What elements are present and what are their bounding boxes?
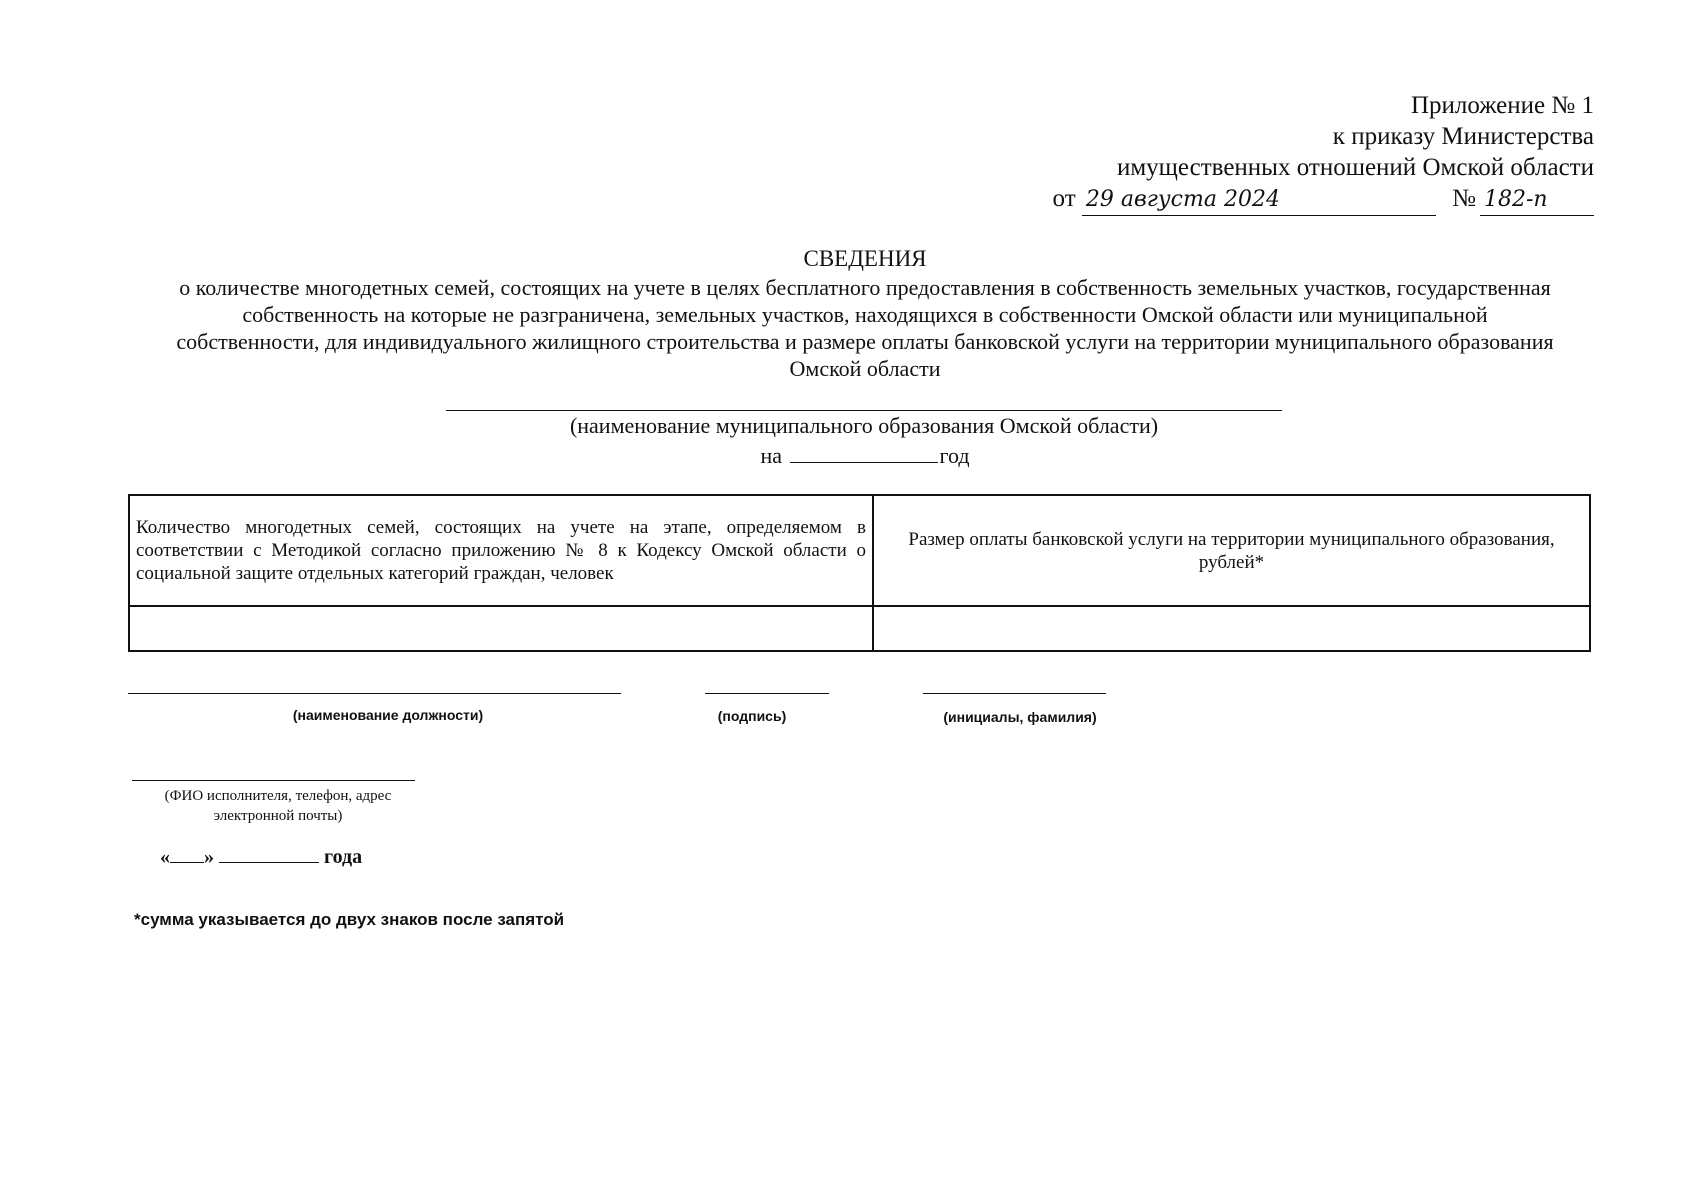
open-quote: « (160, 846, 170, 868)
appendix-date-number (1053, 183, 1594, 216)
table-row (129, 606, 1590, 651)
col1-cell[interactable] (129, 606, 873, 651)
signature-line (705, 693, 829, 694)
municipality-caption: (наименование муниципального образования Омской области) (569, 413, 1159, 438)
document-title: СВЕДЕНИЯ (803, 246, 927, 271)
position-caption: (наименование должности) (292, 707, 484, 723)
appendix-title: Приложение № 1 (1410, 92, 1594, 119)
document-subtitle: о количестве многодетных семей, состоящих на учете в целях бесплатного предоставления в собственность земельных участков, государственная собственность на которые не разграничена, земельных участков, находящихся в собственности Омской области или муниципальной собственности, для индивидуального жилищного строительства и размере оплаты банковской услуги на территории муниципального образования Омской области (176, 275, 1554, 381)
initials-line (923, 693, 1106, 694)
year-line (0, 442, 1686, 469)
day-blank (170, 844, 204, 863)
appendix-header (1053, 90, 1594, 216)
appendix-order-ref: к приказу Министерства (1332, 123, 1594, 150)
footnote: *сумма указывается до двух знаков после запятой (134, 910, 565, 929)
initials-caption: (инициалы, фамилия) (943, 709, 1097, 725)
year-blank (790, 442, 938, 463)
municipality-underline (446, 410, 1282, 411)
handwritten-date: 29 августа 2024 (1082, 184, 1436, 216)
from-label: от (1052, 185, 1076, 212)
year-prefix: на (760, 443, 782, 468)
data-table (128, 494, 1591, 652)
close-quote: » (204, 846, 214, 868)
performer-caption: (ФИО исполнителя, телефон, адрес электронной почты) (164, 788, 392, 824)
col2-header: Размер оплаты банковской услуги на территории муниципального образования, рублей* (873, 495, 1590, 606)
col1-header: Количество многодетных семей, состоящих на учете на этапе, определяемом в соответствии с Методикой согласно приложению № 8 к Кодексу Омской области о социальной защите отдельных категорий граждан, человек (129, 495, 873, 606)
year-word: года (324, 846, 363, 868)
signature-caption: (подпись) (717, 708, 787, 724)
number-label: № (1452, 185, 1476, 212)
table-header-row (129, 495, 1590, 606)
date-line (160, 844, 362, 869)
performer-line (132, 780, 415, 781)
month-blank (219, 844, 319, 863)
position-line (128, 693, 621, 694)
handwritten-number: 182-п (1480, 184, 1594, 216)
col2-cell[interactable] (873, 606, 1590, 651)
appendix-ministry: имущественных отношений Омской области (1116, 154, 1594, 181)
year-suffix: год (939, 443, 970, 468)
